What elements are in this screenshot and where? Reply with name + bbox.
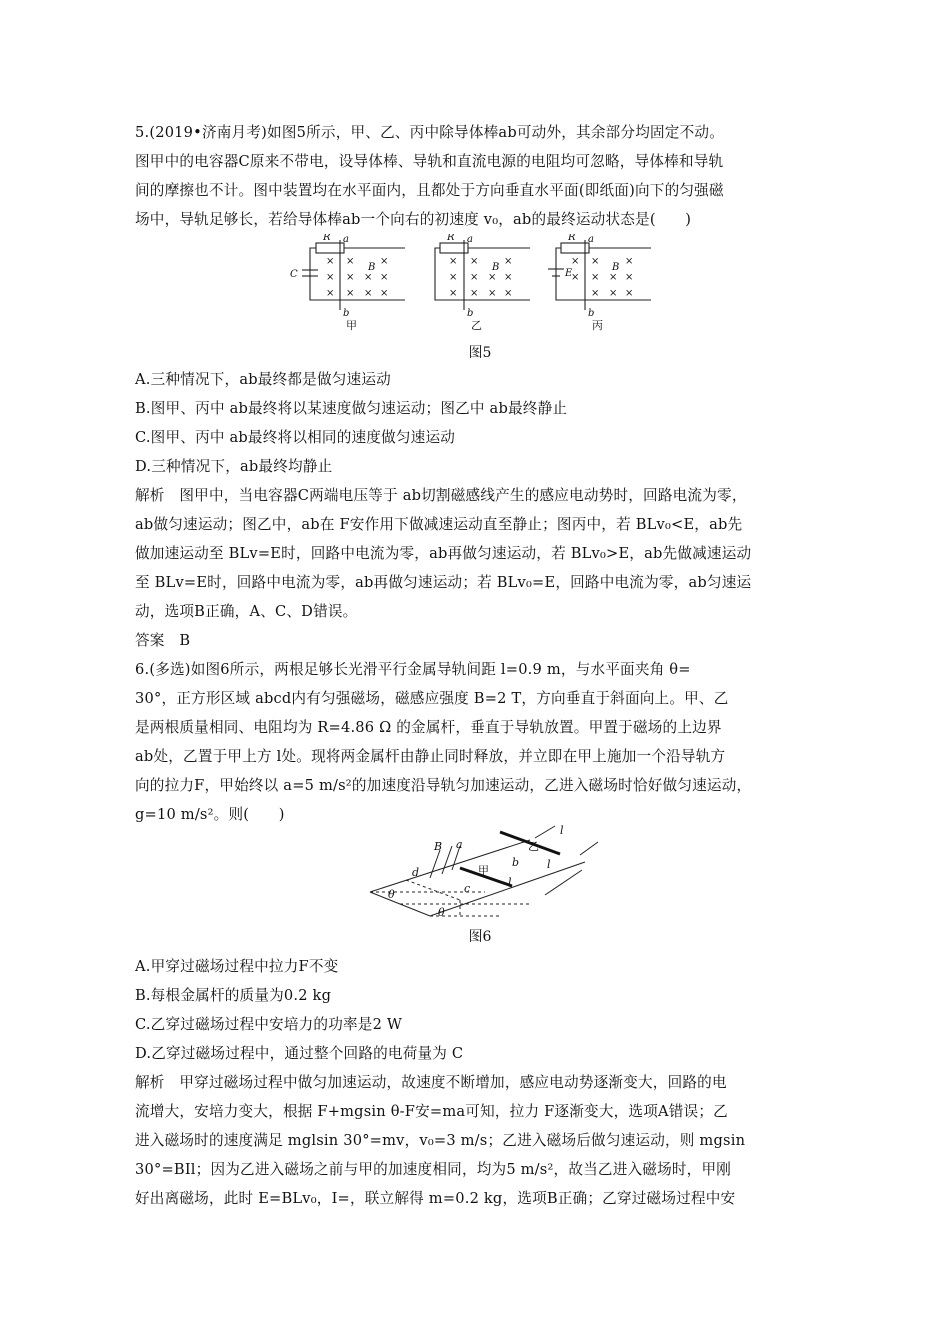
svg-text:×: ×	[449, 288, 458, 299]
q5-analysis-line: 动，选项B正确，A、C、D错误。	[135, 603, 358, 620]
svg-text:×: ×	[364, 272, 373, 283]
svg-text:×: ×	[346, 288, 355, 299]
svg-text:×: ×	[591, 272, 600, 283]
svg-text:×: ×	[346, 272, 355, 283]
panel-jia-b: b	[343, 308, 350, 319]
fig6-label-l2: l	[547, 858, 551, 871]
panel-bing-b: b	[588, 308, 595, 319]
svg-text:×: ×	[470, 288, 479, 299]
q5-option-b: B.图甲、丙中 ab最终将以某速度做匀速运动；图乙中 ab最终静止	[135, 400, 568, 417]
panel-yi-R: R	[447, 234, 455, 243]
svg-text:×: ×	[380, 288, 389, 299]
q5-option-c: C.图甲、丙中 ab最终将以相同的速度做匀速运动	[135, 429, 456, 446]
q5-option-a: A.三种情况下，ab最终都是做匀速运动	[135, 371, 391, 388]
panel-jia-a: a	[343, 234, 349, 245]
svg-text:×: ×	[364, 288, 373, 299]
fig6-label-d: d	[412, 866, 420, 879]
svg-text:×: ×	[625, 256, 634, 267]
question-6	[135, 655, 825, 829]
q6-options	[135, 952, 825, 1213]
svg-text:×: ×	[609, 288, 618, 299]
fig6-label-l1: l	[508, 876, 512, 889]
fig6-label-B: B	[434, 840, 443, 853]
svg-text:×: ×	[591, 288, 600, 299]
panel-bing	[548, 240, 651, 310]
question-5	[135, 118, 825, 234]
figure-5-caption: 图5	[468, 345, 492, 361]
fig6-label-theta1: θ	[388, 888, 395, 901]
svg-text:×: ×	[625, 272, 634, 283]
fig6-label-jia: 甲	[478, 864, 489, 877]
q5-stem-line: 图甲中的电容器C原来不带电，设导体棒、导轨和直流电源的电阻均可忽略，导体棒和导轨	[135, 153, 724, 170]
svg-text:×: ×	[470, 272, 479, 283]
svg-text:×: ×	[571, 256, 580, 267]
panel-yi-label: 乙	[471, 319, 482, 332]
fig6-label-a: a	[456, 838, 463, 851]
panel-yi-crosses	[449, 256, 512, 299]
q6-stem-line: g=10 m/s²。则( )	[135, 806, 285, 823]
fig6-label-yi: 乙	[528, 840, 539, 853]
panel-bing-crosses	[571, 256, 633, 299]
panel-jia-label: 甲	[346, 319, 357, 332]
q5-analysis-line: 解析 图甲中，当电容器C两端电压等于 ab切割磁感线产生的感应电动势时，回路电流为零，	[135, 487, 747, 504]
q6-stem-line: ab处，乙置于甲上方 l处。现将两金属杆由静止同时释放，并立即在甲上施加一个沿导轨方	[135, 748, 726, 765]
rail-lower	[430, 862, 585, 916]
q5-analysis-line: 做加速运动至 BLv=E时，回路中电流为零，ab再做匀速运动，若 BLv₀>E，ab先做减速运动	[135, 545, 752, 562]
q6-stem-line: 向的拉力F，甲始终以 a=5 m/s²的加速度沿导轨匀加速运动，乙进入磁场时恰好做匀速运动，	[135, 777, 752, 794]
q6-option-c: C.乙穿过磁场过程中安培力的功率是2 W	[135, 1016, 403, 1033]
q6-analysis-line: 30°=BIl；因为乙进入磁场之前与甲的加速度相同，均为5 m/s²，故当乙进入磁场时，甲刚	[135, 1161, 732, 1178]
q6-option-b: B.每根金属杆的质量为0.2 kg	[135, 987, 332, 1004]
q5-stem-line: 场中，导轨足够长，若给导体棒ab一个向右的初速度 v₀，ab的最终运动状态是( )	[135, 211, 692, 228]
panel-jia-crosses	[326, 256, 388, 299]
panel-bing-B: B	[612, 262, 620, 273]
fig6-label-c: c	[464, 882, 471, 895]
fig6-label-b: b	[512, 856, 520, 869]
q5-analysis-line: 至 BLv=E时，回路中电流为零，ab再做匀速运动；若 BLv₀=E，回路中电流为零，ab匀速运	[135, 574, 752, 591]
svg-text:×: ×	[504, 272, 513, 283]
panel-yi-a: a	[467, 234, 473, 245]
q6-analysis-line: 解析 甲穿过磁场过程中做匀加速运动，故速度不断增加，感应电动势逐渐变大，回路的电	[135, 1074, 727, 1091]
panel-jia-src: C	[290, 269, 298, 280]
svg-text:×: ×	[380, 256, 389, 267]
figure-5	[290, 234, 670, 336]
svg-text:×: ×	[571, 272, 580, 283]
figure-6	[360, 820, 600, 924]
svg-text:×: ×	[326, 256, 335, 267]
svg-text:×: ×	[380, 272, 389, 283]
svg-text:×: ×	[504, 256, 513, 267]
svg-text:×: ×	[591, 256, 600, 267]
panel-bing-src: E	[565, 268, 573, 279]
svg-text:×: ×	[488, 272, 497, 283]
panel-jia-B: B	[368, 262, 376, 273]
q5-options	[135, 365, 825, 655]
q6-analysis-line: 进入磁场时的速度满足 mglsin 30°=mv，v₀=3 m/s；乙进入磁场后做匀速运动，则 mgsin	[135, 1132, 746, 1149]
svg-text:×: ×	[346, 256, 355, 267]
svg-text:×: ×	[488, 288, 497, 299]
panel-yi-b: b	[467, 308, 474, 319]
figure-6-diagram	[360, 820, 600, 920]
panel-bing-a: a	[588, 234, 594, 245]
svg-text:×: ×	[504, 288, 513, 299]
q6-stem-line: 6.(多选)如图6所示，两根足够长光滑平行金属导轨间距 l=0.9 m，与水平面夹角 θ=	[135, 661, 691, 678]
q6-analysis-line: 流增大，安培力变大，根据 F+mgsin θ-F安=ma可知，拉力 F逐渐变大，选项A错误；乙	[135, 1103, 728, 1120]
q6-stem-line: 30°，正方形区域 abcd内有匀强磁场，磁感应强度 B=2 T，方向垂直于斜面向上。甲、乙	[135, 690, 729, 707]
svg-text:×: ×	[470, 256, 479, 267]
q5-analysis-line: ab做匀速运动；图乙中，ab在 F安作用下做减速运动直至静止；图丙中，若 BLv₀<E，ab先	[135, 516, 743, 533]
q6-option-d: D.乙穿过磁场过程中，通过整个回路的电荷量为 C	[135, 1045, 464, 1062]
q6-option-a: A.甲穿过磁场过程中拉力F不变	[135, 958, 339, 975]
svg-text:×: ×	[449, 272, 458, 283]
fig6-label-l3: l	[560, 824, 564, 837]
q5-answer: 答案 B	[135, 632, 191, 649]
svg-text:×: ×	[326, 288, 335, 299]
svg-text:×: ×	[326, 272, 335, 283]
fig6-label-theta2: θ	[438, 906, 445, 919]
svg-text:×: ×	[625, 288, 634, 299]
panel-bing-R: R	[568, 234, 576, 243]
q5-stem-line: 5.(2019•济南月考)如图5所示，甲、乙、丙中除导体棒ab可动外，其余部分均固定不动。	[135, 124, 724, 141]
q6-analysis-line: 好出离磁场，此时 E=BLv₀，I=，联立解得 m=0.2 kg，选项B正确；乙穿过磁场过程中安	[135, 1190, 736, 1207]
figure-5-diagram	[290, 234, 670, 332]
q6-stem-line: 是两根质量相同、电阻均为 R=4.86 Ω 的金属杆，垂直于导轨放置。甲置于磁场的上边界	[135, 719, 722, 736]
panel-jia-R: R	[323, 234, 331, 243]
panel-bing-label: 丙	[592, 319, 603, 332]
svg-text:×: ×	[609, 272, 618, 283]
panel-yi-B: B	[492, 262, 500, 273]
q5-option-d: D.三种情况下，ab最终均静止	[135, 458, 333, 475]
q5-stem-line: 间的摩擦也不计。图中装置均在水平面内，且都处于方向垂直水平面(即纸面)向下的匀强磁	[135, 182, 724, 199]
figure-6-caption: 图6	[468, 929, 492, 945]
svg-text:×: ×	[449, 256, 458, 267]
